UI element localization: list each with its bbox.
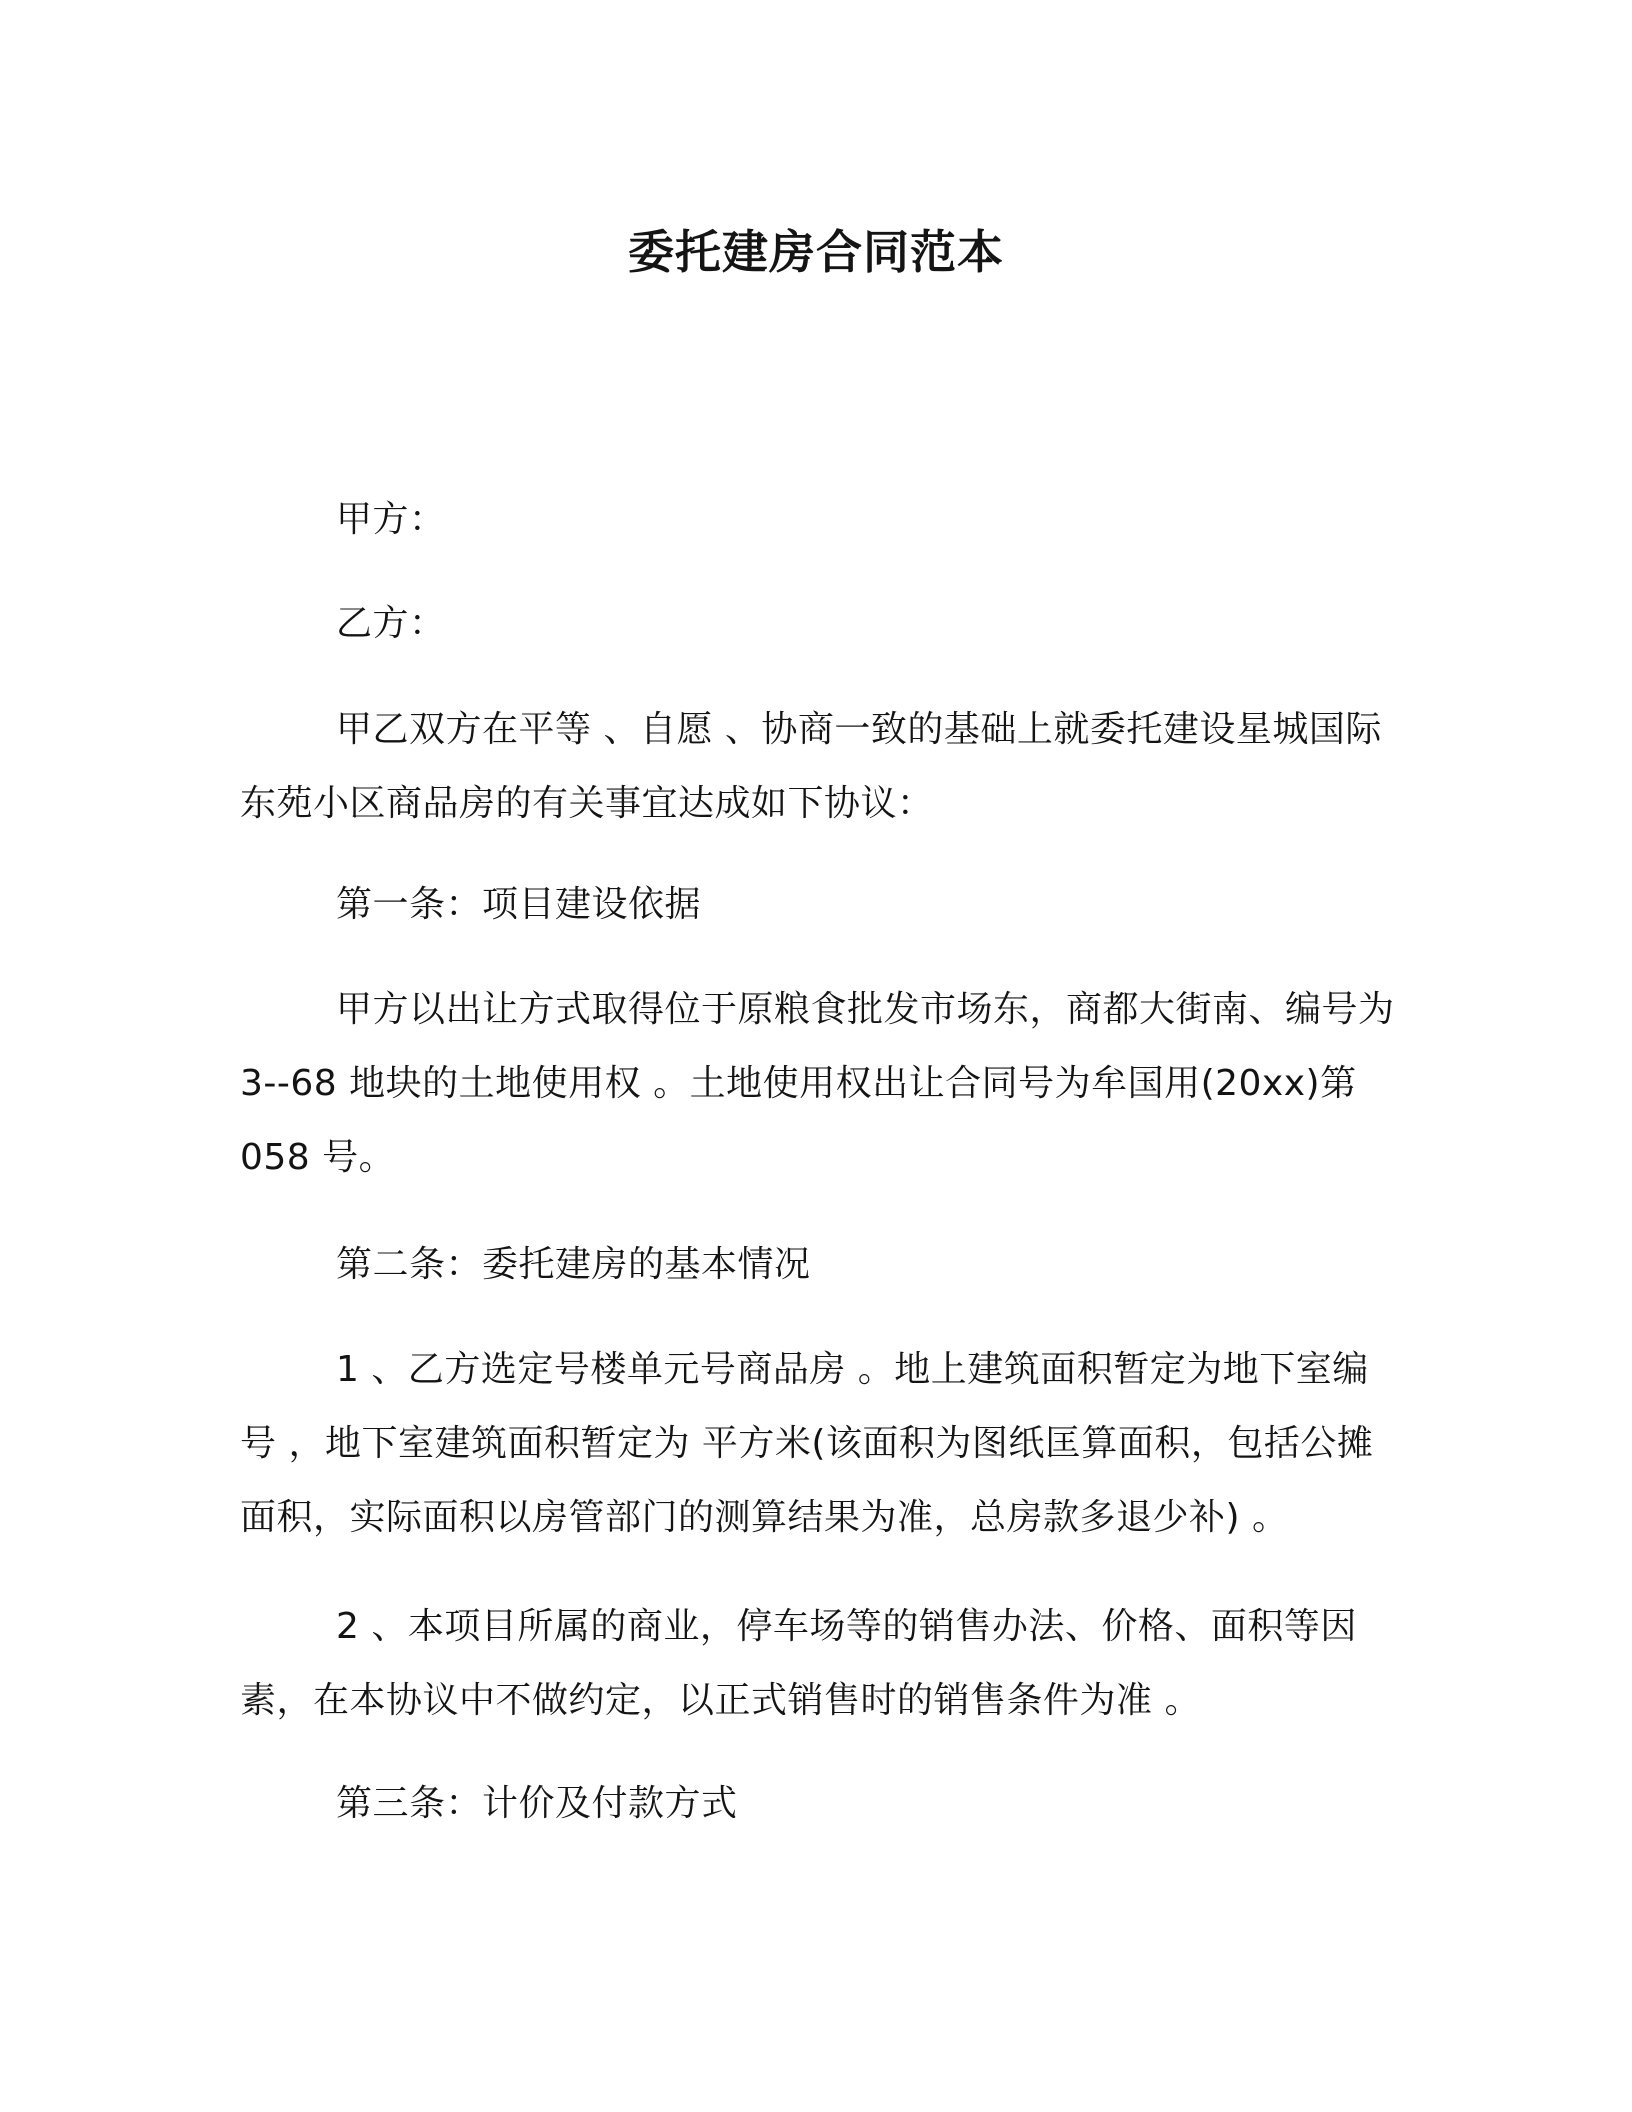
article-1-paragraph: 甲方以出让方式取得位于原粮食批发市场东，商都大街南、编号为 3--68 地块的土地使用权 。土地使用权出让合同号为牟国用(20xx)第 058 号。 (240, 989, 1395, 1178)
article-2-item-1: 1 、乙方选定号楼单元号商品房 。地上建筑面积暂定为地下室编号 ，地下室建筑面积暂定为 平方米(该面积为图纸匡算面积，包括公摊面积，实际面积以房管部门的测算结果为准，总房款多退少补) 。 (240, 1349, 1374, 1538)
article-2-item-2: 2 、本项目所属的商业，停车场等的销售办法、价格、面积等因素，在本协议中不做约定，以正式销售时的销售条件为准 。 (240, 1606, 1357, 1721)
document-title: 委托建房合同范本 (628, 225, 1004, 279)
preamble-paragraph: 甲乙双方在平等 、自愿 、协商一致的基础上就委托建设星城国际东苑小区商品房的有关事宜达成如下协议： (240, 709, 1382, 824)
party-b-label: 乙方： (336, 603, 446, 644)
article-2-heading: 第二条：委托建房的基本情况 (336, 1244, 811, 1285)
party-a-label: 甲方： (336, 499, 446, 540)
article-3-heading: 第三条：计价及付款方式 (336, 1783, 738, 1824)
article-1-heading: 第一条：项目建设依据 (336, 884, 702, 925)
